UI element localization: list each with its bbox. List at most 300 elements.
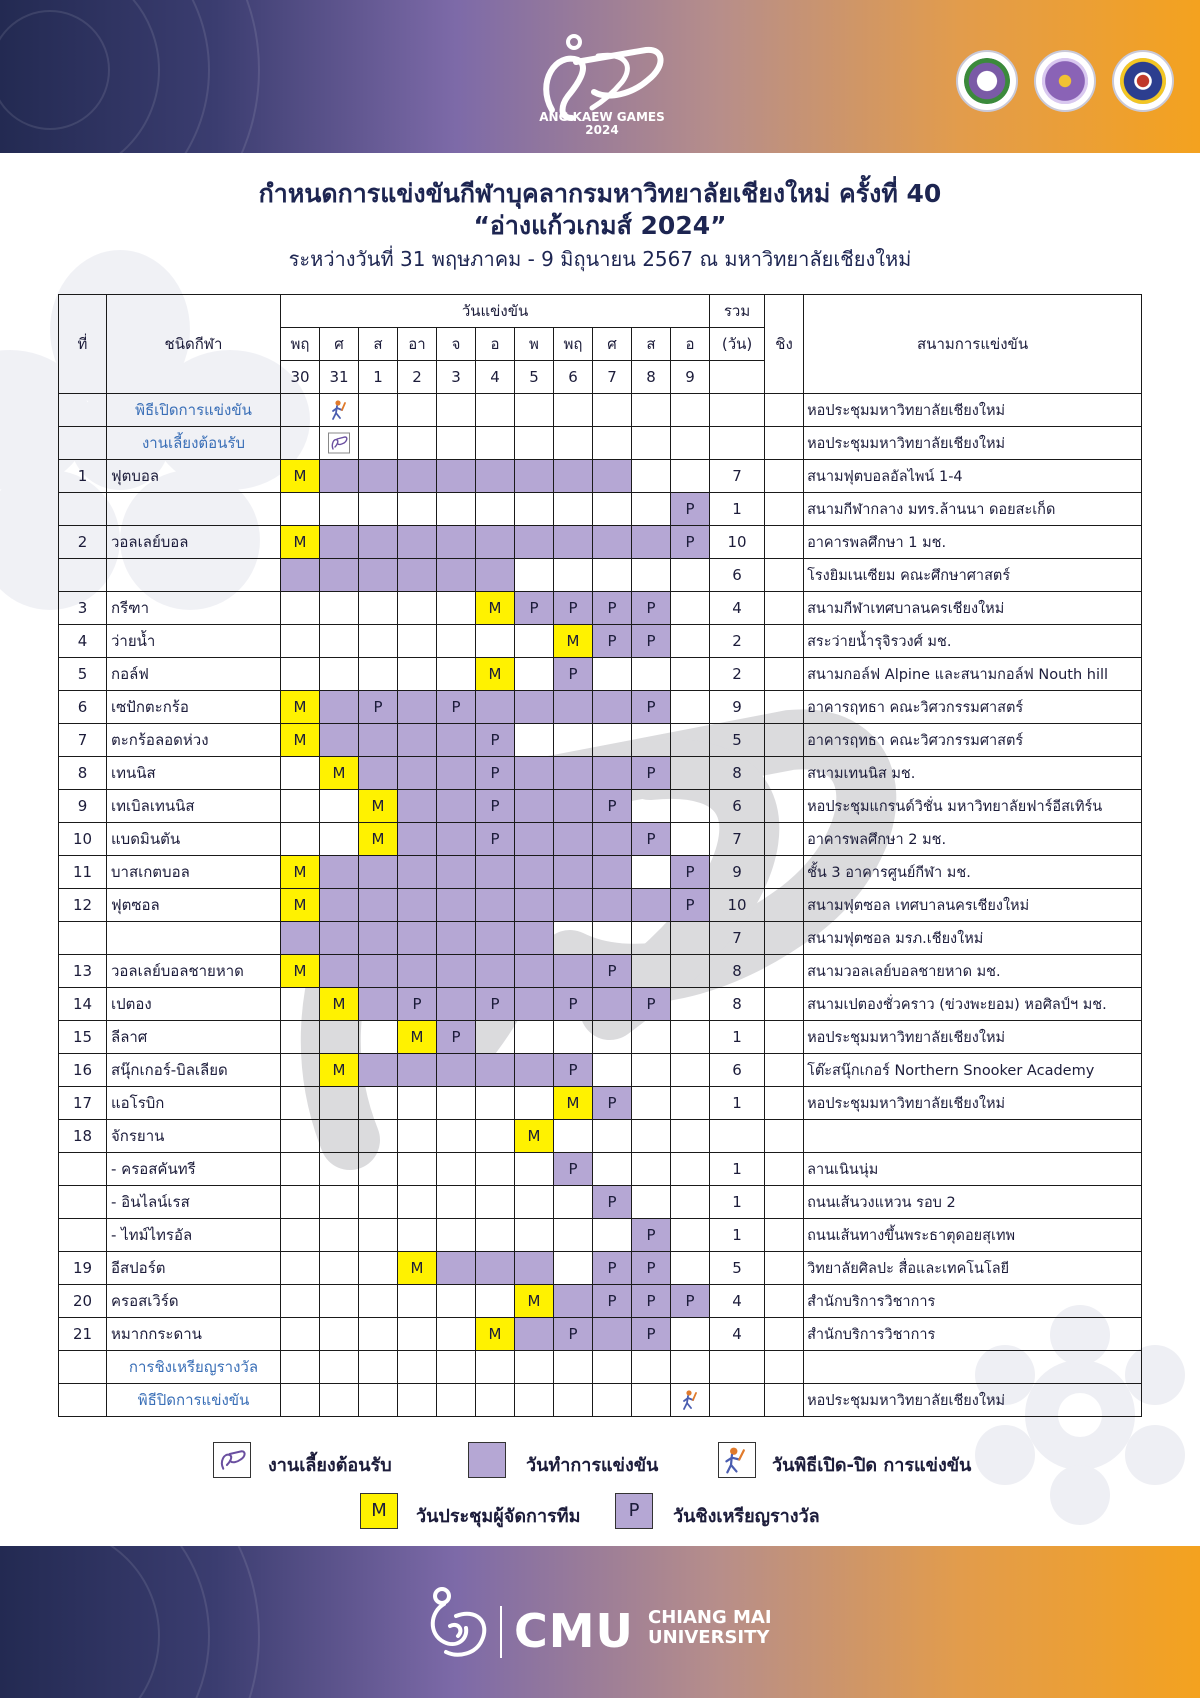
empty-day-cell [320, 625, 359, 658]
empty-day-cell [359, 427, 398, 460]
sport-name: ตะกร้อลอดห่วง [107, 724, 281, 757]
header-date: 8 [632, 361, 671, 394]
venue-name: วิทยาลัยศิลปะ สื่อและเทคโนโลยี [804, 1252, 1142, 1285]
header-date: 6 [554, 361, 593, 394]
legend-p-label: วันชิงเหรียญรางวัล [673, 1506, 820, 1527]
venue-name: หอประชุมมหาวิทยาลัยเชียงใหม่ [804, 394, 1142, 427]
empty-day-cell [281, 1153, 320, 1186]
competition-day-cell [320, 922, 359, 955]
header-no: ที่ [59, 295, 107, 394]
header-day-of-week: พฤ [281, 328, 320, 361]
medal-day-cell: P [632, 625, 671, 658]
final-cell [765, 922, 804, 955]
sport-name: - ไทม์ไทรอัล [107, 1219, 281, 1252]
empty-day-cell [359, 1318, 398, 1351]
manager-meeting-cell: M [281, 889, 320, 922]
venue-name: หอประชุมมหาวิทยาลัยเชียงใหม่ [804, 1087, 1142, 1120]
final-cell [765, 955, 804, 988]
empty-day-cell [554, 1021, 593, 1054]
competition-day-cell [398, 724, 437, 757]
row-number: 6 [59, 691, 107, 724]
empty-day-cell [671, 1054, 710, 1087]
manager-meeting-cell: M [281, 691, 320, 724]
competition-day-cell [359, 856, 398, 889]
row-number [59, 559, 107, 592]
empty-day-cell [632, 658, 671, 691]
empty-day-cell [437, 1087, 476, 1120]
games-logo-title: ANG KAEW GAMES [539, 110, 665, 124]
row-number [59, 493, 107, 526]
empty-day-cell [593, 658, 632, 691]
header-date: 2 [398, 361, 437, 394]
empty-day-cell [515, 427, 554, 460]
venue-name: สนามกีฬาเทศบาลนครเชียงใหม่ [804, 592, 1142, 625]
empty-day-cell [671, 1021, 710, 1054]
total-days: 1 [710, 1087, 765, 1120]
venue-name: หอประชุมมหาวิทยาลัยเชียงใหม่ [804, 427, 1142, 460]
empty-day-cell [476, 1219, 515, 1252]
empty-day-cell [398, 1384, 437, 1417]
competition-day-cell [593, 1318, 632, 1351]
competition-day-cell [593, 757, 632, 790]
total-days: 8 [710, 757, 765, 790]
table-row [59, 427, 1142, 460]
table-row [59, 493, 1142, 526]
empty-day-cell [281, 625, 320, 658]
page-title: กำหนดการแข่งขันกีฬาบุคลากรมหาวิทยาลัยเชียงใหม่ ครั้งที่ 40 [258, 179, 942, 208]
empty-day-cell [671, 1120, 710, 1153]
competition-day-cell [437, 460, 476, 493]
row-number: 19 [59, 1252, 107, 1285]
empty-day-cell [515, 1186, 554, 1219]
empty-day-cell [671, 592, 710, 625]
venue-name: ถนนเส้นวงแหวน รอบ 2 [804, 1186, 1142, 1219]
manager-meeting-cell: M [476, 658, 515, 691]
competition-day-cell [554, 823, 593, 856]
competition-day-cell [281, 922, 320, 955]
medal-day-cell: P [554, 1054, 593, 1087]
row-number [59, 427, 107, 460]
row-number [59, 1153, 107, 1186]
empty-day-cell [398, 1153, 437, 1186]
total-days: 4 [710, 592, 765, 625]
total-days: 8 [710, 988, 765, 1021]
empty-day-cell [632, 427, 671, 460]
total-days [710, 1384, 765, 1417]
header-date: 9 [671, 361, 710, 394]
empty-day-cell [515, 658, 554, 691]
header-final: ชิง [765, 295, 804, 394]
row-number: 15 [59, 1021, 107, 1054]
empty-day-cell [281, 394, 320, 427]
empty-day-cell [359, 625, 398, 658]
empty-day-cell [320, 1285, 359, 1318]
empty-day-cell [437, 1153, 476, 1186]
empty-day-cell [320, 1186, 359, 1219]
table-body [59, 394, 1142, 1417]
row-number: 18 [59, 1120, 107, 1153]
legend-competition-day-label: วันทำการแข่งขัน [526, 1455, 659, 1476]
competition-day-cell [398, 691, 437, 724]
final-cell [765, 427, 804, 460]
empty-day-cell [359, 1285, 398, 1318]
manager-meeting-cell: M [320, 988, 359, 1021]
torch-runner-icon [719, 1443, 754, 1476]
header-date: 4 [476, 361, 515, 394]
sports-board-seal-icon [1112, 50, 1174, 112]
empty-day-cell [515, 1384, 554, 1417]
empty-day-cell [593, 493, 632, 526]
competition-day-cell [515, 955, 554, 988]
competition-day-cell [437, 922, 476, 955]
chiang-mai-university-seal-icon [956, 50, 1018, 112]
header-day-of-week: อ [671, 328, 710, 361]
final-cell [765, 889, 804, 922]
ceremony-name: พิธีเปิดการแข่งขัน [107, 394, 281, 427]
venue-name: ถนนเส้นทางขึ้นพระธาตุดอยสุเทพ [804, 1219, 1142, 1252]
row-number [59, 1384, 107, 1417]
empty-day-cell [671, 625, 710, 658]
total-days: 1 [710, 493, 765, 526]
empty-day-cell [515, 493, 554, 526]
final-cell [765, 625, 804, 658]
medal-day-cell: P [593, 790, 632, 823]
competition-day-cell [359, 559, 398, 592]
competition-day-cell [515, 757, 554, 790]
empty-day-cell [671, 1252, 710, 1285]
empty-day-cell [281, 427, 320, 460]
header-day-of-week: พ [515, 328, 554, 361]
row-number: 17 [59, 1087, 107, 1120]
empty-day-cell [671, 559, 710, 592]
empty-day-cell [554, 724, 593, 757]
empty-day-cell [320, 493, 359, 526]
competition-day-cell [593, 526, 632, 559]
empty-day-cell [671, 823, 710, 856]
table-row [59, 1219, 1142, 1252]
empty-day-cell [515, 1021, 554, 1054]
table-row [59, 1021, 1142, 1054]
empty-day-cell [593, 1054, 632, 1087]
manager-meeting-cell: M [476, 592, 515, 625]
table-row [59, 922, 1142, 955]
empty-day-cell [281, 1252, 320, 1285]
empty-day-cell [398, 1120, 437, 1153]
competition-day-cell [398, 955, 437, 988]
sport-name: แบดมินตัน [107, 823, 281, 856]
empty-day-cell [281, 823, 320, 856]
sport-name: สนุ๊กเกอร์-บิลเลียด [107, 1054, 281, 1087]
empty-day-cell [398, 1087, 437, 1120]
competition-day-cell [476, 922, 515, 955]
empty-day-cell [515, 1153, 554, 1186]
welcome-day-cell [320, 427, 359, 460]
table-row [59, 988, 1142, 1021]
sport-name: อีสปอร์ต [107, 1252, 281, 1285]
venue-name: ลานเนินนุ่ม [804, 1153, 1142, 1186]
total-days: 1 [710, 1021, 765, 1054]
empty-day-cell [476, 1285, 515, 1318]
empty-day-cell [671, 460, 710, 493]
row-number: 11 [59, 856, 107, 889]
competition-day-cell [593, 988, 632, 1021]
medal-day-cell: P [437, 1021, 476, 1054]
empty-day-cell [671, 691, 710, 724]
row-number: 12 [59, 889, 107, 922]
empty-day-cell [320, 1219, 359, 1252]
empty-day-cell [398, 625, 437, 658]
ceremony-day-cell [320, 394, 359, 427]
legend-welcome-label: งานเลี้ยงต้อนรับ [268, 1455, 392, 1476]
empty-day-cell [632, 1120, 671, 1153]
venue-name: สนามกีฬากลาง มทร.ล้านนา ดอยสะเก็ด [804, 493, 1142, 526]
legend-p-letter: P [628, 1500, 640, 1521]
legend-competition-day-box [468, 1442, 506, 1478]
empty-day-cell [281, 1186, 320, 1219]
empty-day-cell [671, 658, 710, 691]
welcome-logo-icon [214, 1443, 249, 1476]
sport-name: ฟุตบอล [107, 460, 281, 493]
final-cell [765, 1318, 804, 1351]
empty-day-cell [398, 1351, 437, 1384]
empty-day-cell [359, 1351, 398, 1384]
empty-day-cell [281, 1318, 320, 1351]
competition-day-cell [593, 889, 632, 922]
sport-name: - อินไลน์เรส [107, 1186, 281, 1219]
final-cell [765, 526, 804, 559]
header-venue: สนามการแข่งขัน [804, 295, 1142, 394]
table-row [59, 1384, 1142, 1417]
venue-name: สำนักบริการวิชาการ [804, 1318, 1142, 1351]
header-date: 31 [320, 361, 359, 394]
empty-day-cell [671, 1087, 710, 1120]
venue-name: อาคารพลศึกษา 1 มช. [804, 526, 1142, 559]
empty-day-cell [320, 1120, 359, 1153]
manager-meeting-cell: M [281, 526, 320, 559]
table-row [59, 1285, 1142, 1318]
manager-meeting-cell: M [320, 1054, 359, 1087]
medal-day-cell: P [476, 988, 515, 1021]
empty-day-cell [281, 988, 320, 1021]
table-row [59, 625, 1142, 658]
competition-day-cell [320, 856, 359, 889]
footer-divider [500, 1606, 502, 1658]
total-days: 2 [710, 658, 765, 691]
final-cell [765, 1351, 804, 1384]
empty-day-cell [437, 1219, 476, 1252]
total-days: 7 [710, 823, 765, 856]
medal-day-cell: P [476, 823, 515, 856]
medal-day-cell: P [515, 592, 554, 625]
empty-day-cell [359, 1186, 398, 1219]
games-logo-year: 2024 [585, 123, 619, 137]
row-number [59, 1219, 107, 1252]
manager-meeting-cell: M [281, 955, 320, 988]
empty-day-cell [437, 394, 476, 427]
empty-day-cell [320, 592, 359, 625]
competition-day-cell [320, 460, 359, 493]
empty-day-cell [359, 1252, 398, 1285]
empty-day-cell [671, 757, 710, 790]
final-cell [765, 691, 804, 724]
total-days: 8 [710, 955, 765, 988]
empty-day-cell [671, 1186, 710, 1219]
manager-meeting-cell: M [281, 724, 320, 757]
total-days: 4 [710, 1318, 765, 1351]
empty-day-cell [632, 1186, 671, 1219]
sport-name: เทเบิลเทนนิส [107, 790, 281, 823]
empty-day-cell [476, 1120, 515, 1153]
competition-day-cell [554, 856, 593, 889]
empty-day-cell [632, 856, 671, 889]
header-date: 1 [359, 361, 398, 394]
empty-day-cell [593, 724, 632, 757]
competition-day-cell [398, 460, 437, 493]
venue-name [804, 1120, 1142, 1153]
competition-day-cell [359, 757, 398, 790]
competition-day-cell [398, 823, 437, 856]
manager-meeting-cell: M [398, 1252, 437, 1285]
empty-day-cell [593, 922, 632, 955]
legend-m-letter: M [371, 1500, 387, 1521]
table-row [59, 1054, 1142, 1087]
empty-day-cell [437, 1285, 476, 1318]
row-number: 1 [59, 460, 107, 493]
medal-day-cell: P [359, 691, 398, 724]
venue-name [804, 1351, 1142, 1384]
competition-day-cell [554, 460, 593, 493]
competition-day-cell [437, 1054, 476, 1087]
empty-day-cell [320, 658, 359, 691]
legend [0, 1440, 1200, 1540]
manager-meeting-cell: M [554, 625, 593, 658]
medal-day-cell: P [593, 592, 632, 625]
competition-day-cell [554, 691, 593, 724]
empty-day-cell [320, 1021, 359, 1054]
final-cell [765, 1120, 804, 1153]
sport-name: จักรยาน [107, 1120, 281, 1153]
empty-day-cell [437, 493, 476, 526]
competition-day-cell [359, 922, 398, 955]
medal-day-cell: P [593, 1087, 632, 1120]
empty-day-cell [632, 1384, 671, 1417]
empty-day-cell [632, 559, 671, 592]
empty-day-cell [593, 394, 632, 427]
competition-day-cell [515, 823, 554, 856]
manager-meeting-cell: M [515, 1285, 554, 1318]
empty-day-cell [554, 394, 593, 427]
sport-name [107, 493, 281, 526]
sport-name: ลีลาศ [107, 1021, 281, 1054]
page-subtitle: “อ่างแก้วเกมส์ 2024” [473, 211, 727, 240]
medal-day-cell: P [671, 889, 710, 922]
medal-day-cell: P [632, 1285, 671, 1318]
header-day-of-week: ศ [593, 328, 632, 361]
table-row [59, 658, 1142, 691]
sport-name: กอล์ฟ [107, 658, 281, 691]
empty-day-cell [515, 625, 554, 658]
final-cell [765, 1285, 804, 1318]
competition-day-cell [593, 691, 632, 724]
row-number: 3 [59, 592, 107, 625]
empty-day-cell [632, 1351, 671, 1384]
final-cell [765, 592, 804, 625]
sport-name [107, 922, 281, 955]
total-days: 1 [710, 1219, 765, 1252]
empty-day-cell [554, 1219, 593, 1252]
competition-day-cell [515, 1054, 554, 1087]
medal-day-cell: P [593, 1186, 632, 1219]
legend-ceremony-box [718, 1442, 756, 1478]
medal-day-cell: P [554, 658, 593, 691]
competition-day-cell [359, 526, 398, 559]
empty-day-cell [437, 658, 476, 691]
competition-day-cell [437, 757, 476, 790]
final-cell [765, 1153, 804, 1186]
header-date: 3 [437, 361, 476, 394]
empty-day-cell [320, 1252, 359, 1285]
empty-day-cell [359, 1153, 398, 1186]
medal-day-cell: P [398, 988, 437, 1021]
competition-day-cell [554, 526, 593, 559]
competition-day-cell [437, 526, 476, 559]
empty-day-cell [515, 724, 554, 757]
total-days: 6 [710, 790, 765, 823]
sport-name: ว่ายน้ำ [107, 625, 281, 658]
total-days [710, 394, 765, 427]
row-number: 20 [59, 1285, 107, 1318]
table-row [59, 526, 1142, 559]
table-row [59, 856, 1142, 889]
table-row [59, 691, 1142, 724]
competition-day-cell [437, 955, 476, 988]
venue-name: สนามฟุตบอลอัลไพน์ 1-4 [804, 460, 1142, 493]
medal-day-cell: P [554, 592, 593, 625]
competition-day-cell [476, 889, 515, 922]
venue-name: สนามฟุตซอล มรภ.เชียงใหม่ [804, 922, 1142, 955]
final-cell [765, 988, 804, 1021]
competition-day-cell [359, 460, 398, 493]
empty-day-cell [632, 724, 671, 757]
competition-day-cell [437, 889, 476, 922]
medal-day-cell: P [632, 1318, 671, 1351]
total-days: 1 [710, 1153, 765, 1186]
table-row [59, 823, 1142, 856]
medal-day-cell: P [437, 691, 476, 724]
row-number [59, 1351, 107, 1384]
empty-day-cell [476, 493, 515, 526]
schedule-table [58, 294, 1142, 1417]
venue-name: หอประชุมแกรนด์วิชั่น มหาวิทยาลัยฟาร์อีสเทิร์น [804, 790, 1142, 823]
empty-day-cell [281, 1054, 320, 1087]
venue-name: โรงยิมเนเซียม คณะศึกษาศาสตร์ [804, 559, 1142, 592]
torch-runner-icon [679, 1388, 701, 1412]
final-cell [765, 559, 804, 592]
row-number: 14 [59, 988, 107, 1021]
competition-day-cell [632, 889, 671, 922]
table-row [59, 592, 1142, 625]
medal-day-cell: P [671, 493, 710, 526]
venue-name: สำนักบริการวิชาการ [804, 1285, 1142, 1318]
empty-day-cell [554, 1384, 593, 1417]
competition-day-cell [476, 526, 515, 559]
empty-day-cell [359, 1087, 398, 1120]
table-header [59, 295, 1142, 394]
competition-day-cell [320, 559, 359, 592]
total-days: 7 [710, 922, 765, 955]
empty-day-cell [632, 493, 671, 526]
university-name-line1: CHIANG MAI [648, 1607, 772, 1628]
